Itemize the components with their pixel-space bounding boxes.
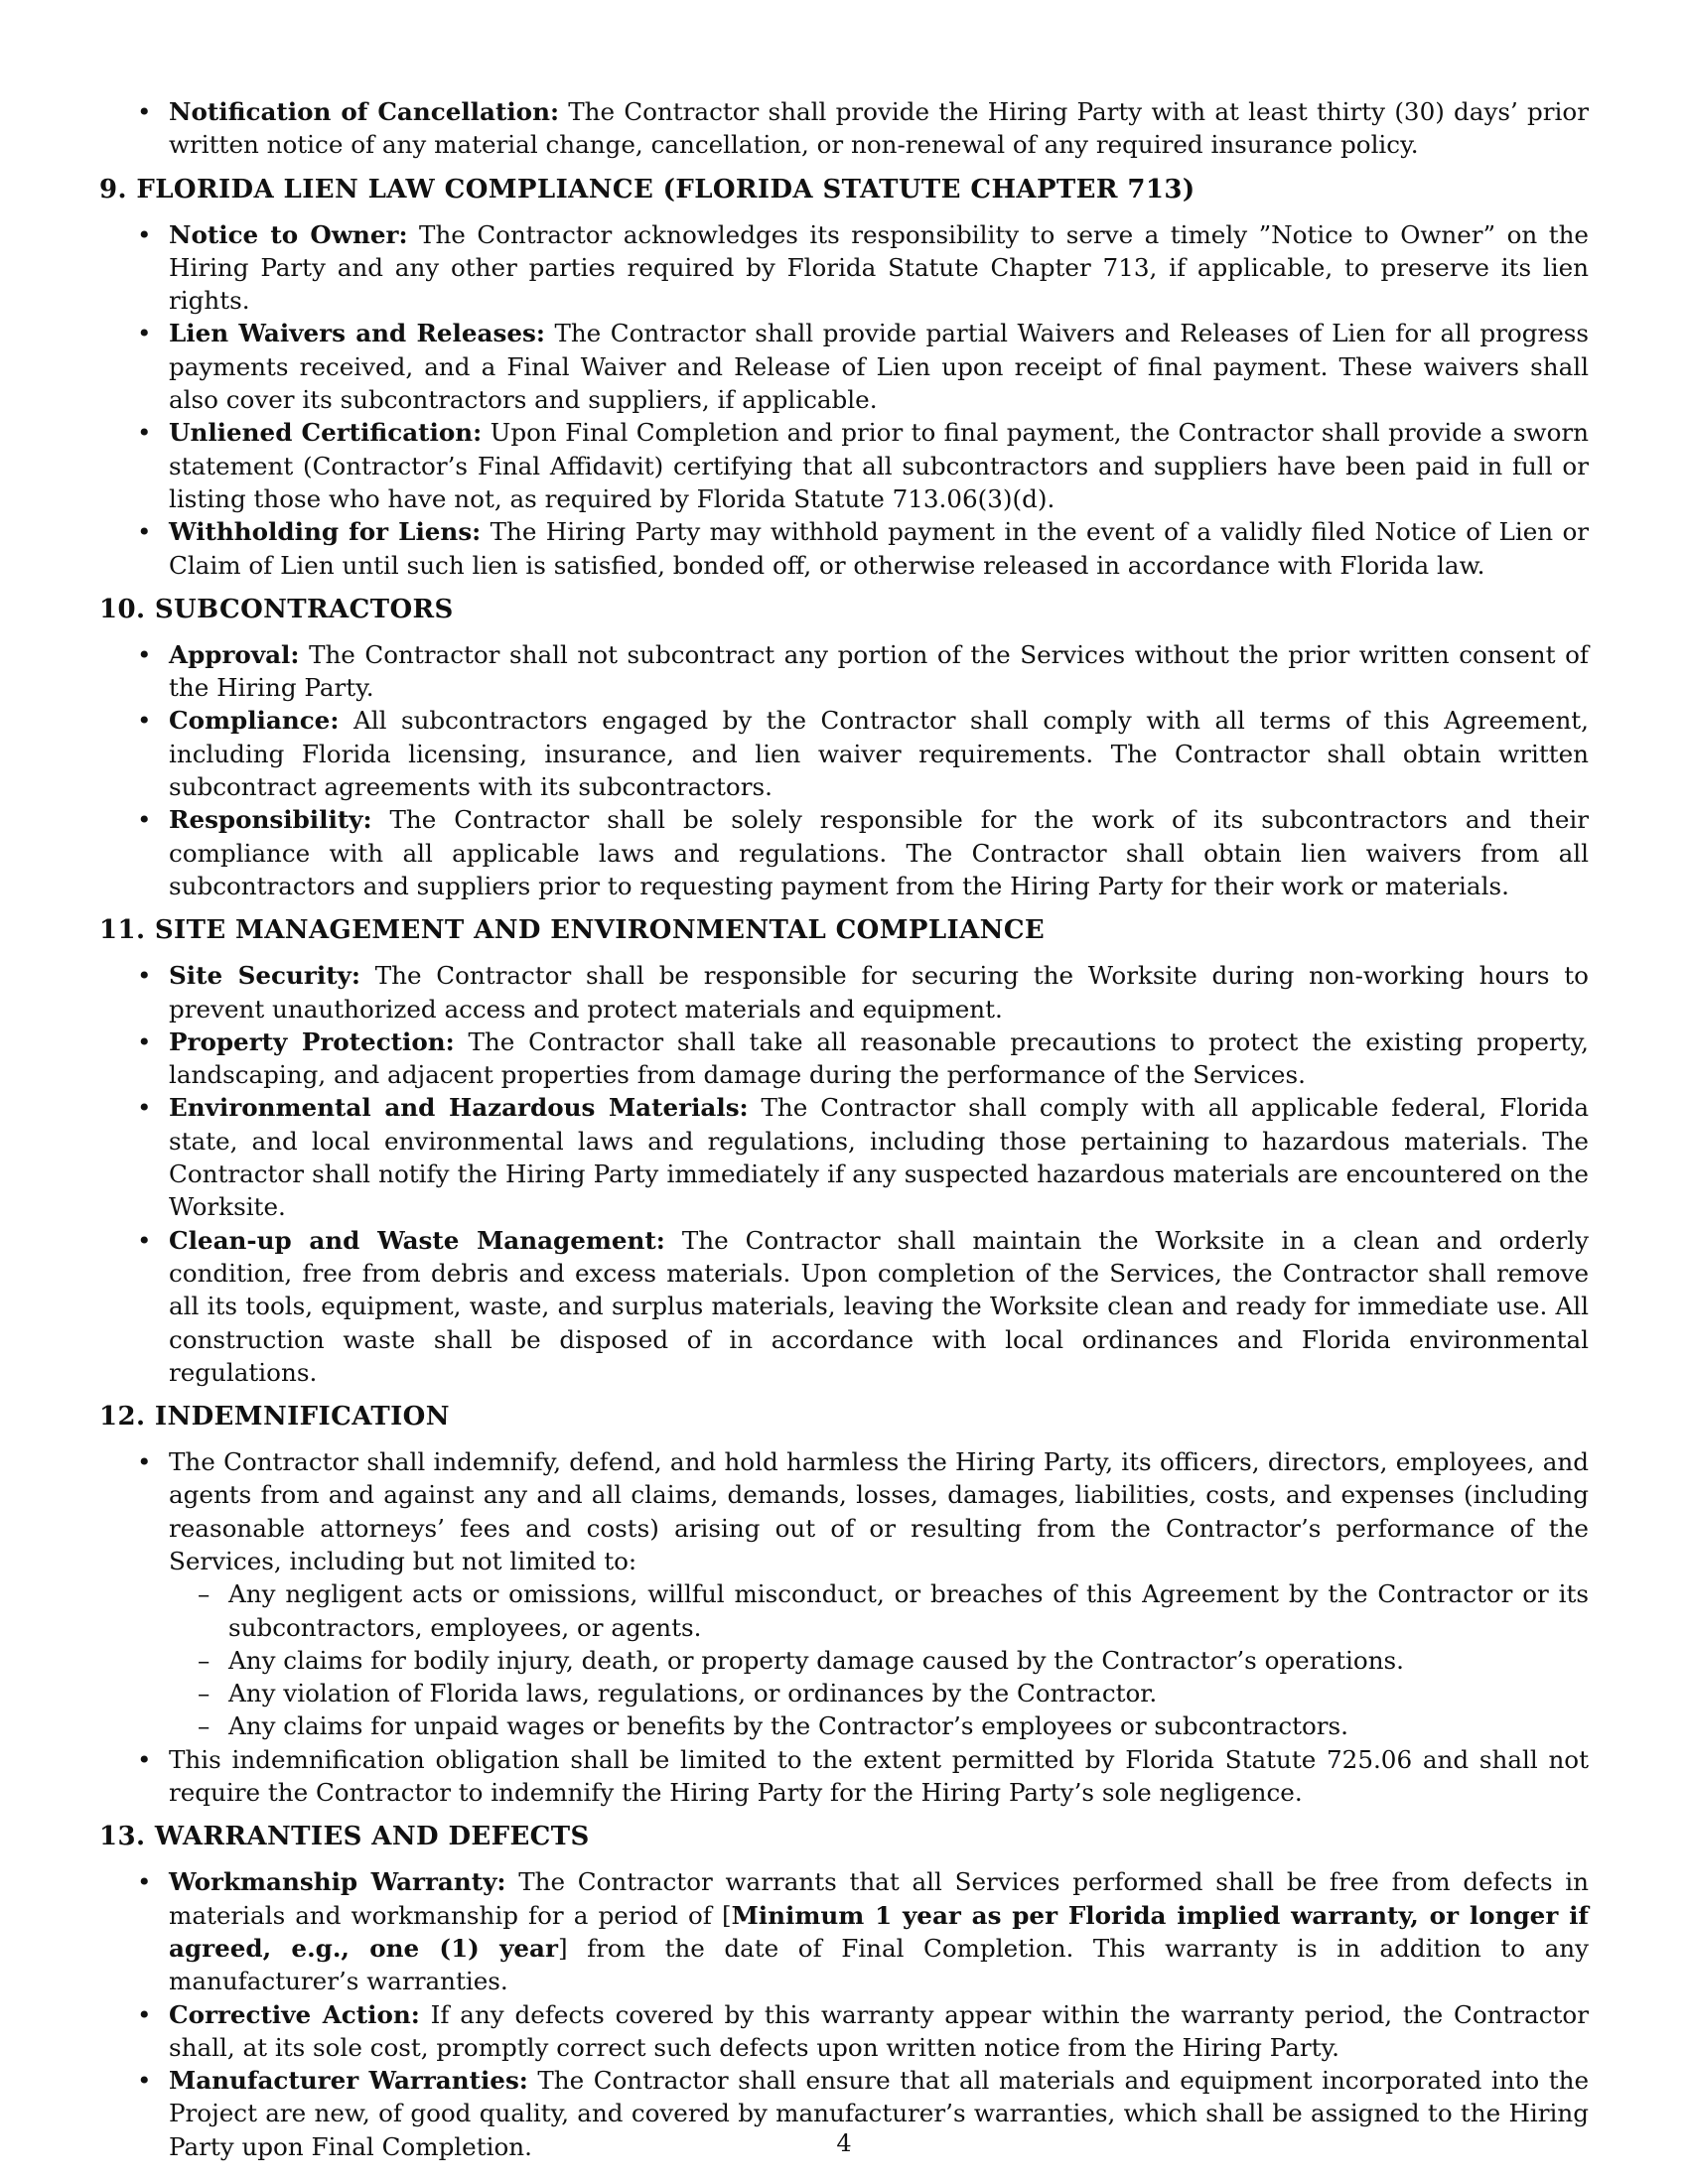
item-text: The Contractor shall be responsible for securing the Worksite during non-working hours to prevent unauthorized access and protect materials and equipment. <box>169 961 1589 1024</box>
section-title: 10. SUBCONTRACTORS <box>99 594 454 624</box>
item-label: Compliance: <box>169 706 340 736</box>
list-item <box>99 1025 1589 1092</box>
item-text: The Contractor shall be solely responsible for the work of its subcontractors and their compliance with all applicable laws and regulations. The Contractor shall obtain lien waivers from all subcontractors and suppliers prior to requesting payment from the Hiring Party for their work or materials. <box>169 805 1589 900</box>
item-text: The Contractor shall provide partial Waivers and Releases of Lien for all progress payments received, and a Final Waiver and Release of Lien upon receipt of final payment. These waivers shall also cover its subcontractors and suppliers, if applicable. <box>169 319 1589 415</box>
item-text: This indemnification obligation shall be limited to the extent permitted by Florida Statute 725.06 and shall not require the Contractor to indemnify the Hiring Party for the Hiring Party’s sole negligence. <box>169 1744 1589 1808</box>
list-item <box>99 1091 1589 1223</box>
item-label: Responsibility: <box>169 805 372 835</box>
document-page <box>99 95 1589 2163</box>
sub-list-item: – Any claims for unpaid wages or benefits by the Contractor’s employees or subcontractors. <box>169 1709 1589 1742</box>
sub-list-item: – Any violation of Florida laws, regulations, or ordinances by the Contractor. <box>169 1677 1589 1709</box>
item-text: The Contractor shall not subcontract any portion of the Services without the prior written consent of the Hiring Party. <box>169 639 1589 703</box>
list-item <box>99 1224 1589 1389</box>
section-title: 9. FLORIDA LIEN LAW COMPLIANCE (FLORIDA STATUTE CHAPTER 713) <box>99 174 1196 205</box>
item-label: Unliened Certification: <box>169 418 483 448</box>
item-label: Notice to Owner: <box>169 219 408 249</box>
section-items <box>99 1865 1589 2163</box>
item-text: The Contractor shall provide the Hiring Party with at least thirty (30) days’ prior written notice of any material change, cancellation, or non-renewal of any required insurance policy. <box>169 97 1589 160</box>
section-items <box>99 218 1589 582</box>
item-text: If any defects covered by this warranty appear within the warranty period, the Contractor shall, at its sole cost, promptly correct such defects upon written notice from the Hiring Party. <box>169 1999 1589 2062</box>
list-item <box>99 218 1589 318</box>
list-item <box>99 1998 1589 2065</box>
section-warranties <box>99 1821 1589 2163</box>
section-site-management <box>99 914 1589 1389</box>
item-text: The Contractor shall maintain the Worksite in a clean and orderly condition, free from debris and excess materials. Upon completion of the Services, the Contractor shall remove all its tools, equipment, waste, and surplus materials, leaving the Worksite clean and ready for immediate use. All construction waste shall be disposed of in accordance with local ordinances and Florida environmental regulations. <box>169 1225 1589 1387</box>
item-text: The Hiring Party may withhold payment in the event of a validly filed Notice of Lien or Claim of Lien until such lien is satisfied, bonded off, or otherwise released in accordance with Florida law. <box>169 517 1590 580</box>
item-label: Notification of Cancellation: <box>169 97 560 126</box>
item-text: The Contractor acknowledges its responsibility to serve a timely ”Notice to Owner” on the Hiring Party and any other parties required by Florida Statute Chapter 713, if applicable, to preserve its lien rights. <box>169 219 1589 316</box>
item-text: The Contractor warrants that all Services performed shall be free from defects in materials and workmanship for a period of [ <box>169 1867 1589 1930</box>
list-item <box>99 1445 1589 1743</box>
item-label: Manufacturer Warranties: <box>169 2066 528 2096</box>
sub-list-item: – Any claims for bodily injury, death, or property damage caused by the Contractor’s operations. <box>169 1644 1589 1677</box>
sub-list-item: – Any negligent acts or omissions, willful misconduct, or breaches of this Agreement by the Contractor or its subcontractors, employees, or agents. <box>169 1577 1589 1644</box>
section-indemnification <box>99 1401 1589 1809</box>
list-item <box>99 515 1589 582</box>
item-bold-text: Minimum 1 year as per Florida implied warranty, or longer if agreed, e.g., one (1) year <box>169 1900 1589 1963</box>
list-item <box>99 803 1589 902</box>
section-title: 13. WARRANTIES AND DEFECTS <box>99 1822 590 1852</box>
item-text: The Contractor shall comply with all applicable federal, Florida state, and local environmental laws and regulations, including those pertaining to hazardous materials. The Contractor shall notify the Hiring Party immediately if any suspected hazardous materials are encountered on the Worksite. <box>169 1093 1590 1222</box>
item-text: The Contractor shall take all reasonable precautions to protect the existing property, landscaping, and adjacent properties from damage during the performance of the Services. <box>169 1026 1589 1090</box>
item-label: Workmanship Warranty: <box>169 1867 506 1897</box>
sub-list <box>169 1577 1589 1742</box>
item-label: Lien Waivers and Releases: <box>169 319 545 348</box>
item-text: All subcontractors engaged by the Contractor shall comply with all terms of this Agreement, including Florida licensing, insurance, and lien waiver requirements. The Contractor shall obtain written subcontract agreements with its subcontractors. <box>169 706 1589 802</box>
item-text: The Contractor shall indemnify, defend, and hold harmless the Hiring Party, its officers, directors, employees, and agents from and against any and all claims, demands, losses, damages, liabilities, costs, and expenses (including reasonable attorneys’ fees and costs) arising out of or resulting from the Contractor’s performance of the Services, including but not limited to: <box>169 1447 1589 1575</box>
section-lien-law <box>99 174 1589 582</box>
section-subcontractors <box>99 594 1589 902</box>
section-title: 12. INDEMNIFICATION <box>99 1402 450 1433</box>
list-item <box>99 1865 1589 1997</box>
list-item <box>99 704 1589 803</box>
page-number: 4 <box>836 2129 852 2157</box>
list-item <box>99 1743 1589 1810</box>
insurance-items-continued <box>99 95 1589 162</box>
item-label: Corrective Action: <box>169 1999 420 2029</box>
list-item <box>99 959 1589 1025</box>
list-item <box>99 95 1589 162</box>
item-label: Approval: <box>169 639 300 669</box>
item-text: Upon Final Completion and prior to final payment, the Contractor shall provide a sworn statement (Contractor’s Final Affidavit) certifying that all subcontractors and suppliers have been paid in full or listing those who have not, as required by Florida Statute 713.06(3)(d). <box>169 418 1589 513</box>
section-items <box>99 638 1589 902</box>
item-text: The Contractor shall ensure that all materials and equipment incorporated into the Project are new, of good quality, and covered by manufacturer’s warranties, which shall be assigned to the Hiring Party upon Final Completion. <box>169 2066 1589 2161</box>
item-label: Site Security: <box>169 961 360 991</box>
list-item <box>99 416 1589 515</box>
list-item <box>99 638 1589 705</box>
item-label: Property Protection: <box>169 1026 455 1056</box>
item-text: ] from the date of Final Completion. This warranty is in addition to any manufacturer’s warranties. <box>169 1933 1589 1996</box>
item-label: Clean-up and Waste Management: <box>169 1225 665 1255</box>
section-items <box>99 1445 1589 1809</box>
item-label: Withholding for Liens: <box>169 517 482 547</box>
list-item <box>99 317 1589 416</box>
item-label: Environmental and Hazardous Materials: <box>169 1093 749 1123</box>
section-items <box>99 959 1589 1389</box>
section-title: 11. SITE MANAGEMENT AND ENVIRONMENTAL COMPLIANCE <box>99 915 1046 946</box>
